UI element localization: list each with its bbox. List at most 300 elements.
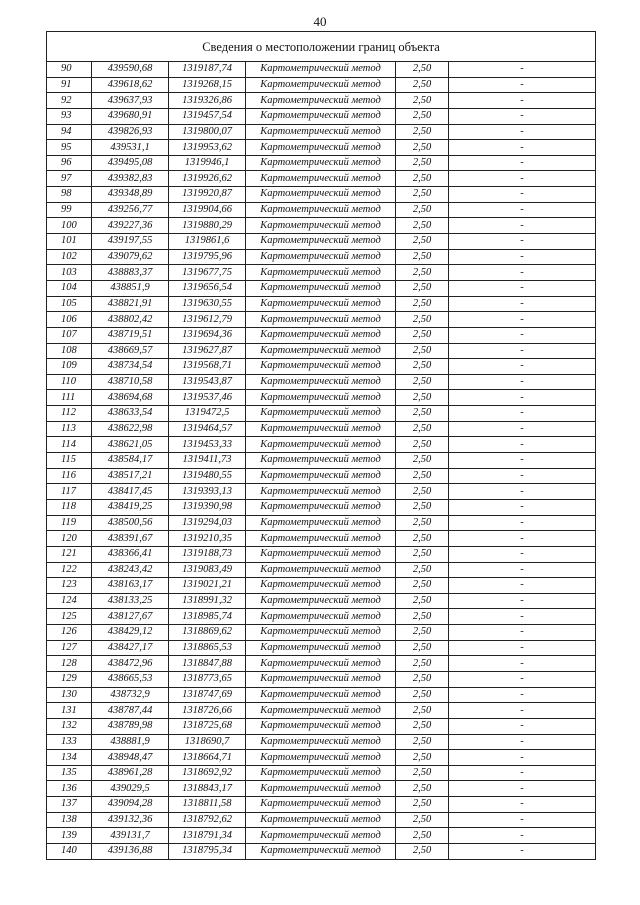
table-row	[47, 828, 596, 844]
cell-description: -	[449, 249, 596, 265]
cell-point-number: 137	[47, 797, 92, 813]
cell-coordinate-y: 1319920,87	[169, 187, 246, 203]
cell-method: Картометрический метод	[246, 515, 396, 531]
table-title: Сведения о местоположении границ объекта	[47, 32, 596, 62]
cell-method: Картометрический метод	[246, 578, 396, 594]
cell-method: Картометрический метод	[246, 656, 396, 672]
table-row	[47, 546, 596, 562]
table-row	[47, 280, 596, 296]
cell-accuracy: 2,50	[396, 249, 449, 265]
cell-description: -	[449, 265, 596, 281]
table-row	[47, 249, 596, 265]
cell-coordinate-x: 438621,05	[92, 437, 169, 453]
cell-coordinate-y: 1318795,34	[169, 844, 246, 860]
cell-point-number: 93	[47, 108, 92, 124]
cell-accuracy: 2,50	[396, 202, 449, 218]
cell-method: Картометрический метод	[246, 844, 396, 860]
cell-coordinate-x: 439348,89	[92, 187, 169, 203]
table-row	[47, 437, 596, 453]
cell-accuracy: 2,50	[396, 77, 449, 93]
cell-coordinate-x: 438366,41	[92, 546, 169, 562]
cell-method: Картометрический метод	[246, 453, 396, 469]
table-row	[47, 797, 596, 813]
cell-method: Картометрический метод	[246, 750, 396, 766]
cell-coordinate-y: 1319904,66	[169, 202, 246, 218]
cell-accuracy: 2,50	[396, 828, 449, 844]
cell-coordinate-y: 1318773,65	[169, 671, 246, 687]
table-row	[47, 656, 596, 672]
cell-coordinate-y: 1319472,5	[169, 406, 246, 422]
cell-coordinate-x: 438948,47	[92, 750, 169, 766]
cell-point-number: 107	[47, 327, 92, 343]
cell-method: Картометрический метод	[246, 562, 396, 578]
cell-coordinate-x: 438719,51	[92, 327, 169, 343]
cell-coordinate-y: 1319953,62	[169, 140, 246, 156]
cell-coordinate-y: 1318991,32	[169, 593, 246, 609]
cell-point-number: 134	[47, 750, 92, 766]
cell-coordinate-y: 1318985,74	[169, 609, 246, 625]
cell-coordinate-x: 438633,54	[92, 406, 169, 422]
cell-accuracy: 2,50	[396, 421, 449, 437]
table-row	[47, 234, 596, 250]
table-row	[47, 93, 596, 109]
cell-description: -	[449, 515, 596, 531]
cell-coordinate-y: 1319630,55	[169, 296, 246, 312]
cell-coordinate-y: 1319568,71	[169, 359, 246, 375]
cell-point-number: 94	[47, 124, 92, 140]
cell-accuracy: 2,50	[396, 812, 449, 828]
cell-method: Картометрический метод	[246, 124, 396, 140]
table-row	[47, 531, 596, 547]
cell-description: -	[449, 718, 596, 734]
cell-method: Картометрический метод	[246, 812, 396, 828]
cell-coordinate-y: 1319480,55	[169, 468, 246, 484]
cell-point-number: 120	[47, 531, 92, 547]
cell-method: Картометрический метод	[246, 374, 396, 390]
cell-coordinate-x: 439197,55	[92, 234, 169, 250]
cell-accuracy: 2,50	[396, 327, 449, 343]
cell-coordinate-x: 438694,68	[92, 390, 169, 406]
cell-accuracy: 2,50	[396, 124, 449, 140]
cell-point-number: 116	[47, 468, 92, 484]
cell-point-number: 114	[47, 437, 92, 453]
cell-coordinate-x: 439132,36	[92, 812, 169, 828]
cell-coordinate-y: 1319627,87	[169, 343, 246, 359]
cell-accuracy: 2,50	[396, 562, 449, 578]
cell-coordinate-y: 1319187,74	[169, 62, 246, 78]
cell-description: -	[449, 218, 596, 234]
cell-coordinate-y: 1319946,1	[169, 155, 246, 171]
cell-description: -	[449, 140, 596, 156]
cell-method: Картометрический метод	[246, 765, 396, 781]
cell-accuracy: 2,50	[396, 734, 449, 750]
cell-point-number: 138	[47, 812, 92, 828]
cell-description: -	[449, 640, 596, 656]
cell-coordinate-x: 439618,62	[92, 77, 169, 93]
cell-description: -	[449, 374, 596, 390]
cell-coordinate-y: 1318791,34	[169, 828, 246, 844]
cell-accuracy: 2,50	[396, 656, 449, 672]
table-row	[47, 499, 596, 515]
table-row	[47, 108, 596, 124]
cell-coordinate-y: 1318725,68	[169, 718, 246, 734]
cell-coordinate-x: 439826,93	[92, 124, 169, 140]
cell-point-number: 121	[47, 546, 92, 562]
table-row	[47, 406, 596, 422]
table-row	[47, 327, 596, 343]
cell-coordinate-x: 438133,25	[92, 593, 169, 609]
cell-coordinate-y: 1319294,03	[169, 515, 246, 531]
cell-point-number: 135	[47, 765, 92, 781]
cell-coordinate-y: 1318811,58	[169, 797, 246, 813]
cell-method: Картометрический метод	[246, 249, 396, 265]
cell-accuracy: 2,50	[396, 265, 449, 281]
cell-point-number: 102	[47, 249, 92, 265]
cell-coordinate-y: 1319800,07	[169, 124, 246, 140]
cell-point-number: 128	[47, 656, 92, 672]
cell-description: -	[449, 499, 596, 515]
cell-method: Картометрический метод	[246, 546, 396, 562]
cell-method: Картометрический метод	[246, 718, 396, 734]
cell-description: -	[449, 155, 596, 171]
cell-point-number: 99	[47, 202, 92, 218]
cell-coordinate-y: 1319457,54	[169, 108, 246, 124]
cell-method: Картометрический метод	[246, 234, 396, 250]
cell-description: -	[449, 343, 596, 359]
cell-coordinate-x: 438883,37	[92, 265, 169, 281]
table-row	[47, 296, 596, 312]
table-row	[47, 844, 596, 860]
cell-accuracy: 2,50	[396, 187, 449, 203]
cell-point-number: 115	[47, 453, 92, 469]
cell-coordinate-y: 1319537,46	[169, 390, 246, 406]
table-row	[47, 187, 596, 203]
cell-description: -	[449, 359, 596, 375]
cell-description: -	[449, 124, 596, 140]
cell-method: Картометрический метод	[246, 437, 396, 453]
table-row	[47, 703, 596, 719]
cell-method: Картометрический метод	[246, 468, 396, 484]
table-row	[47, 390, 596, 406]
cell-coordinate-x: 439256,77	[92, 202, 169, 218]
cell-coordinate-y: 1319326,86	[169, 93, 246, 109]
cell-coordinate-y: 1319694,36	[169, 327, 246, 343]
cell-coordinate-y: 1318692,92	[169, 765, 246, 781]
cell-description: -	[449, 390, 596, 406]
cell-method: Картометрический метод	[246, 171, 396, 187]
cell-description: -	[449, 750, 596, 766]
cell-point-number: 131	[47, 703, 92, 719]
cell-point-number: 117	[47, 484, 92, 500]
cell-accuracy: 2,50	[396, 437, 449, 453]
cell-coordinate-y: 1319795,96	[169, 249, 246, 265]
cell-coordinate-x: 438419,25	[92, 499, 169, 515]
cell-coordinate-x: 438734,54	[92, 359, 169, 375]
cell-point-number: 126	[47, 625, 92, 641]
table-row	[47, 625, 596, 641]
table-row	[47, 374, 596, 390]
cell-coordinate-x: 438584,17	[92, 453, 169, 469]
cell-method: Картометрический метод	[246, 77, 396, 93]
cell-description: -	[449, 93, 596, 109]
table-row	[47, 218, 596, 234]
cell-point-number: 92	[47, 93, 92, 109]
cell-description: -	[449, 77, 596, 93]
cell-point-number: 133	[47, 734, 92, 750]
cell-description: -	[449, 406, 596, 422]
cell-accuracy: 2,50	[396, 625, 449, 641]
cell-coordinate-y: 1319393,13	[169, 484, 246, 500]
cell-coordinate-x: 438787,44	[92, 703, 169, 719]
cell-method: Картометрический метод	[246, 797, 396, 813]
cell-description: -	[449, 187, 596, 203]
cell-method: Картометрический метод	[246, 327, 396, 343]
cell-coordinate-x: 439131,7	[92, 828, 169, 844]
table-row	[47, 593, 596, 609]
cell-coordinate-x: 438417,45	[92, 484, 169, 500]
cell-coordinate-x: 439590,68	[92, 62, 169, 78]
cell-method: Картометрический метод	[246, 531, 396, 547]
cell-point-number: 124	[47, 593, 92, 609]
cell-coordinate-x: 438961,28	[92, 765, 169, 781]
table-row	[47, 62, 596, 78]
cell-coordinate-y: 1319677,75	[169, 265, 246, 281]
cell-point-number: 112	[47, 406, 92, 422]
cell-point-number: 96	[47, 155, 92, 171]
cell-method: Картометрический метод	[246, 640, 396, 656]
cell-method: Картометрический метод	[246, 93, 396, 109]
cell-accuracy: 2,50	[396, 703, 449, 719]
cell-point-number: 95	[47, 140, 92, 156]
cell-description: -	[449, 234, 596, 250]
cell-description: -	[449, 327, 596, 343]
cell-coordinate-x: 438243,42	[92, 562, 169, 578]
cell-accuracy: 2,50	[396, 844, 449, 860]
cell-coordinate-y: 1318664,71	[169, 750, 246, 766]
cell-description: -	[449, 734, 596, 750]
table-row	[47, 609, 596, 625]
cell-point-number: 110	[47, 374, 92, 390]
table-row	[47, 718, 596, 734]
table-row	[47, 343, 596, 359]
cell-coordinate-y: 1318847,88	[169, 656, 246, 672]
cell-accuracy: 2,50	[396, 108, 449, 124]
cell-description: -	[449, 280, 596, 296]
table-row	[47, 750, 596, 766]
table-row	[47, 202, 596, 218]
cell-method: Картометрический метод	[246, 140, 396, 156]
cell-point-number: 119	[47, 515, 92, 531]
cell-accuracy: 2,50	[396, 140, 449, 156]
cell-coordinate-y: 1319021,21	[169, 578, 246, 594]
cell-accuracy: 2,50	[396, 640, 449, 656]
cell-description: -	[449, 453, 596, 469]
cell-method: Картометрический метод	[246, 828, 396, 844]
cell-accuracy: 2,50	[396, 234, 449, 250]
cell-point-number: 129	[47, 671, 92, 687]
cell-method: Картометрический метод	[246, 781, 396, 797]
cell-description: -	[449, 468, 596, 484]
cell-description: -	[449, 593, 596, 609]
table-row	[47, 671, 596, 687]
cell-accuracy: 2,50	[396, 671, 449, 687]
cell-method: Картометрический метод	[246, 390, 396, 406]
cell-method: Картометрический метод	[246, 421, 396, 437]
cell-coordinate-y: 1319612,79	[169, 312, 246, 328]
cell-description: -	[449, 687, 596, 703]
cell-accuracy: 2,50	[396, 687, 449, 703]
cell-coordinate-y: 1318869,62	[169, 625, 246, 641]
cell-method: Картометрический метод	[246, 280, 396, 296]
cell-point-number: 132	[47, 718, 92, 734]
cell-method: Картометрический метод	[246, 202, 396, 218]
cell-coordinate-x: 439495,08	[92, 155, 169, 171]
cell-coordinate-x: 438517,21	[92, 468, 169, 484]
cell-method: Картометрический метод	[246, 296, 396, 312]
cell-point-number: 97	[47, 171, 92, 187]
cell-accuracy: 2,50	[396, 718, 449, 734]
cell-method: Картометрический метод	[246, 108, 396, 124]
table-row	[47, 265, 596, 281]
cell-coordinate-x: 438500,56	[92, 515, 169, 531]
cell-method: Картометрический метод	[246, 484, 396, 500]
cell-description: -	[449, 171, 596, 187]
cell-accuracy: 2,50	[396, 531, 449, 547]
cell-coordinate-x: 439079,62	[92, 249, 169, 265]
cell-coordinate-x: 438665,53	[92, 671, 169, 687]
cell-description: -	[449, 108, 596, 124]
table-row	[47, 640, 596, 656]
table-row	[47, 734, 596, 750]
cell-method: Картометрический метод	[246, 499, 396, 515]
cell-description: -	[449, 546, 596, 562]
cell-accuracy: 2,50	[396, 280, 449, 296]
cell-coordinate-y: 1319543,87	[169, 374, 246, 390]
cell-coordinate-x: 438127,67	[92, 609, 169, 625]
cell-description: -	[449, 202, 596, 218]
table-row	[47, 562, 596, 578]
cell-point-number: 130	[47, 687, 92, 703]
cell-description: -	[449, 656, 596, 672]
cell-accuracy: 2,50	[396, 593, 449, 609]
cell-method: Картометрический метод	[246, 265, 396, 281]
cell-coordinate-y: 1318843,17	[169, 781, 246, 797]
cell-point-number: 103	[47, 265, 92, 281]
cell-coordinate-y: 1318690,7	[169, 734, 246, 750]
cell-coordinate-x: 438163,17	[92, 578, 169, 594]
cell-description: -	[449, 625, 596, 641]
cell-coordinate-x: 438472,96	[92, 656, 169, 672]
cell-coordinate-y: 1318792,62	[169, 812, 246, 828]
table-row	[47, 453, 596, 469]
cell-coordinate-y: 1319210,35	[169, 531, 246, 547]
cell-method: Картометрический метод	[246, 187, 396, 203]
cell-coordinate-y: 1318726,66	[169, 703, 246, 719]
cell-coordinate-x: 438622,98	[92, 421, 169, 437]
cell-description: -	[449, 781, 596, 797]
cell-coordinate-x: 439531,1	[92, 140, 169, 156]
cell-description: -	[449, 484, 596, 500]
cell-point-number: 111	[47, 390, 92, 406]
cell-coordinate-y: 1319390,98	[169, 499, 246, 515]
cell-accuracy: 2,50	[396, 343, 449, 359]
cell-coordinate-y: 1319656,54	[169, 280, 246, 296]
cell-coordinate-x: 439227,36	[92, 218, 169, 234]
cell-point-number: 106	[47, 312, 92, 328]
cell-accuracy: 2,50	[396, 484, 449, 500]
cell-coordinate-x: 438429,12	[92, 625, 169, 641]
cell-coordinate-y: 1318865,53	[169, 640, 246, 656]
cell-description: -	[449, 578, 596, 594]
cell-method: Картометрический метод	[246, 359, 396, 375]
cell-accuracy: 2,50	[396, 578, 449, 594]
cell-coordinate-x: 438710,58	[92, 374, 169, 390]
cell-description: -	[449, 671, 596, 687]
table-row	[47, 77, 596, 93]
cell-coordinate-x: 438802,42	[92, 312, 169, 328]
cell-description: -	[449, 765, 596, 781]
cell-method: Картометрический метод	[246, 734, 396, 750]
cell-description: -	[449, 609, 596, 625]
cell-coordinate-x: 439637,93	[92, 93, 169, 109]
cell-point-number: 105	[47, 296, 92, 312]
cell-coordinate-x: 438851,9	[92, 280, 169, 296]
cell-method: Картометрический метод	[246, 703, 396, 719]
cell-method: Картометрический метод	[246, 593, 396, 609]
cell-coordinate-y: 1319268,15	[169, 77, 246, 93]
cell-point-number: 109	[47, 359, 92, 375]
cell-method: Картометрический метод	[246, 155, 396, 171]
cell-point-number: 123	[47, 578, 92, 594]
table-row	[47, 312, 596, 328]
cell-description: -	[449, 828, 596, 844]
cell-accuracy: 2,50	[396, 468, 449, 484]
table-row	[47, 124, 596, 140]
table-row	[47, 155, 596, 171]
table-body	[47, 62, 596, 860]
table-row	[47, 765, 596, 781]
cell-description: -	[449, 312, 596, 328]
cell-coordinate-x: 438427,17	[92, 640, 169, 656]
cell-point-number: 91	[47, 77, 92, 93]
cell-method: Картометрический метод	[246, 406, 396, 422]
cell-coordinate-x: 438391,67	[92, 531, 169, 547]
cell-accuracy: 2,50	[396, 797, 449, 813]
cell-point-number: 100	[47, 218, 92, 234]
cell-point-number: 104	[47, 280, 92, 296]
table-row	[47, 515, 596, 531]
cell-point-number: 139	[47, 828, 92, 844]
boundary-table-frame	[46, 31, 595, 860]
cell-description: -	[449, 62, 596, 78]
page-number: 40	[313, 14, 327, 29]
cell-coordinate-y: 1319411,73	[169, 453, 246, 469]
cell-accuracy: 2,50	[396, 374, 449, 390]
cell-point-number: 98	[47, 187, 92, 203]
cell-description: -	[449, 296, 596, 312]
cell-coordinate-y: 1319083,49	[169, 562, 246, 578]
cell-accuracy: 2,50	[396, 312, 449, 328]
cell-coordinate-x: 439382,83	[92, 171, 169, 187]
cell-coordinate-y: 1318747,69	[169, 687, 246, 703]
cell-coordinate-x: 439094,28	[92, 797, 169, 813]
cell-coordinate-x: 438789,98	[92, 718, 169, 734]
cell-coordinate-y: 1319188,73	[169, 546, 246, 562]
boundary-table	[46, 31, 596, 860]
cell-coordinate-y: 1319464,57	[169, 421, 246, 437]
cell-accuracy: 2,50	[396, 453, 449, 469]
cell-method: Картометрический метод	[246, 218, 396, 234]
